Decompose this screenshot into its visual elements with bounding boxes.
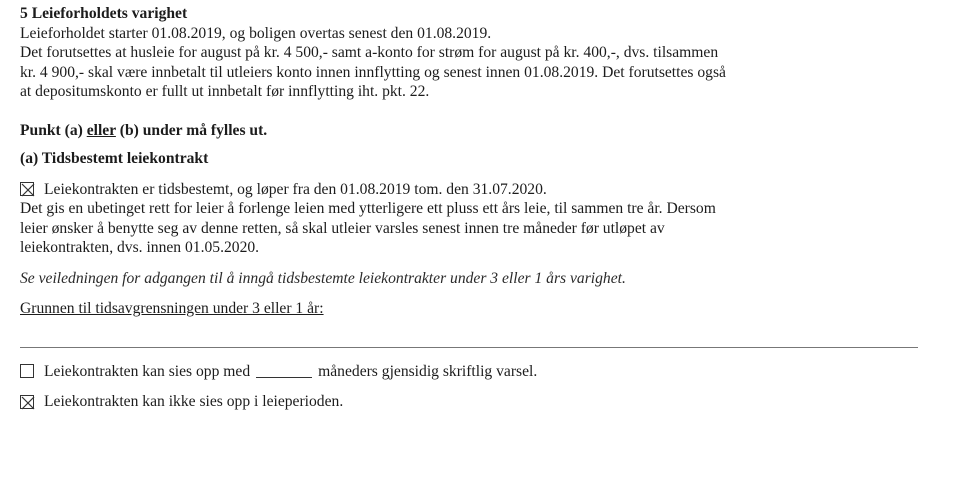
checked-x-icon	[21, 396, 35, 410]
start-date-text: Leieforholdet starter 01.08.2019, og boligen overtas senest den 01.08.2019.	[20, 24, 492, 42]
extension-text-3: leiekontrakten, dvs. innen 01.05.2020.	[20, 239, 260, 256]
fill-instruction	[20, 121, 960, 141]
extension-text-1: Det gis en ubetinget rett for leier å forlenge leien med ytterligere ett pluss ett års leie, til sammen tre år. Dersom	[20, 200, 716, 217]
notice-checkbox[interactable]	[20, 364, 34, 378]
checked-x-icon	[21, 183, 35, 197]
instruction-prefix: Punkt (a)	[20, 121, 87, 139]
payment-text-1: Det forutsettes at husleie for august på kr. 4 500,- samt a-konto for strøm for august på kr. 400,-, dvs. tilsammen	[20, 44, 719, 61]
notice-months-field[interactable]	[256, 365, 312, 378]
notice-row	[20, 362, 960, 382]
spacer	[20, 102, 960, 121]
fixed-term-label: Leiekontrakten er tidsbestemt, og løper fra den 01.08.2019 tom. den 31.07.2020.	[44, 180, 547, 198]
extension-text-2: leier ønsker å benytte seg av denne retten, så skal utleier varsles senest innen tre måneder før utløpet av	[20, 219, 665, 237]
guidance-note: Se veiledningen for adgangen til å inngå tidsbestemte leiekontrakter under 3 eller 1 års varighet.	[20, 269, 626, 287]
instruction-suffix: (b) under må fylles ut.	[115, 121, 268, 139]
reason-label: Grunnen til tidsavgrensningen under 3 eller 1 år:	[20, 300, 324, 317]
notice-label-prefix: Leiekontrakten kan sies opp med	[44, 362, 251, 380]
fixed-term-row	[20, 180, 960, 200]
lease-document	[20, 4, 960, 412]
payment-text-2: kr. 4 900,- skal være innbetalt til utleiers konto innen innflytting og senest innen 01.08.2019. Det forutsettes også	[20, 63, 726, 81]
notice-label-suffix: måneders gjensidig skriftlig varsel.	[318, 362, 538, 380]
payment-text-3: at depositumskonto er fullt ut innbetalt før innflytting iht. pkt. 22.	[20, 83, 430, 100]
reason-input-line[interactable]	[20, 347, 918, 348]
no-termination-label: Leiekontrakten kan ikke sies opp i leieperioden.	[44, 393, 344, 410]
option-a-heading: (a) Tidsbestemt leiekontrakt	[20, 150, 209, 167]
instruction-emphasis: eller	[86, 121, 116, 139]
section-title: 5 Leieforholdets varighet	[20, 5, 188, 22]
no-termination-row	[20, 392, 960, 412]
fixed-term-checkbox[interactable]	[20, 182, 34, 196]
no-termination-checkbox[interactable]	[20, 395, 34, 409]
